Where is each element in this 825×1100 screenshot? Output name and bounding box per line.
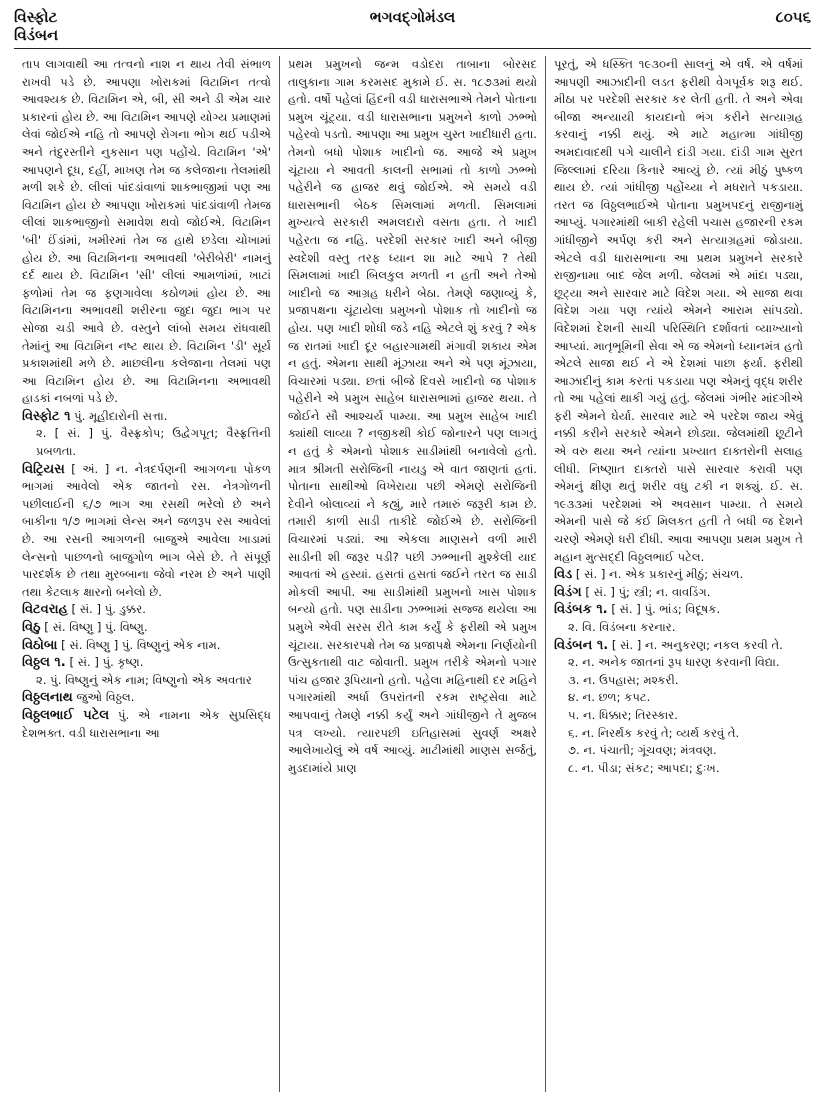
definition: [ સં. ] ન. અનુકરણ; નકલ કરવી તે. [611,637,783,652]
definition: જુઓ વિઠ્ઠલ. [76,690,135,705]
headword: વિડ [554,567,573,583]
header-rule [14,48,811,49]
headword: વિડંબન ૧. [554,637,609,653]
dictionary-columns [14,56,811,1092]
sub-sense: ૩. ન. ઉપહાસ; મશ્કરી. [568,672,679,687]
continued-paragraph: પ્રથમ પ્રમુખનો જન્મ વડોદરા તાબાના બોરસદ તાલુકાના ગામ કરમસદ મુકામે ઈ. સ. ૧૮૭૩માં થયો હતો. વર્ષો પહેલાં હિંદની વડી ધારાસભાએ તેમને પોતાના પ્રમુખ ચૂંટ્યા. વડી ધારાસભાના પ્રમુખને કાળો ઝભ્ભો પહેરવો પડતો. આપણા આ પ્રમુખ ચુસ્ત ખાદીધારી હતા. તેમનો બધો પોશાક ખાદીનો જ. આજે એ પ્રમુખ ચૂંટાયા ને આવતી કાલની સભામાં તો કાળો ઝભ્ભો પહેરીને જ હાજર થવું જોઈએ. એ સમયે વડી ધારાસભાની બેઠક સિમલામાં મળતી. સિમલામાં મુખ્યત્વે સરકારી અમલદારો વસતા હતા. તે ખાદી પહેરતા જ નહિ. પરદેશી સરકાર ખાદી અને બીજી સ્વદેશી વસ્તુ તરફ ધ્યાન શા માટે આપે ? તેથી સિમલામાં ખાદી બિલકુલ મળતી ન હતી અને તેઓ ખાદીનો જ આગ્રહ ધરીને બેઠા. તેમણે જણાવ્યું કે, પ્રજાપક્ષના ચૂંટાયેલા પ્રમુખનો પોશાક તો ખાદીનો જ હોય. પણ ખાદી શોધી જડે નહિ એટલે શું કરવું ? એક જ રાતમાં ખાદી દૂર બહારગામથી મંગાવી શકાય એમ ન હતું. એમના સાથી મૂંઝાયા અને એ પણ મૂંઝાયા, વિચારમાં પડ્યા. છતાં બીજે દિવસે ખાદીનો જ પોશાક પહેરીને એ પ્રમુખ સાહેબ ધારાસભામાં હાજર થયા. તે જોઈને સૌ આશ્ચર્ય પામ્યા. આ પ્રમુખ સાહેબ ખાદી ક્યાંથી લાવ્યા ? નજીકથી કોઈ જોનારને પણ લાગતું ન હતું કે એમનો પોશાક સાડીમાંથી બનાવેલો હતો. માત્ર શ્રીમતી સરોજિની નાયડુ એ વાત જાણતાં હતાં. પોતાના સાથીઓ વિખેરાયા પછી એમણે સરોજિની દેવીને બોલાવ્યાં ને કહ્યું, મારે તમારું જરૂરી કામ છે. તમારી કાળી સાડી તાકીદે જોઈએ છે. સરોજિની વિચારમાં પડ્યાં. આ એકલા માણસને વળી મારી સાડીની શી જરૂર પડી? પછી ઝભ્ભાની મુશ્કેલી યાદ આવતાં એ હસ્યાં. હસતાં હસતાં જઈને તરત જ સાડી મોકલી આપી. આ સાડીમાંથી પ્રમુખનો ખાસ પોશાક બન્યો હતો. પણ સાડીના ઝભ્ભામાં સજ્જ થયેલા આ પ્રમુખે એવી સરસ રીતે કામ કર્યું કે ફરીથી એ પ્રમુખ ચૂંટાયા. સરકારપક્ષે તેમ જ પ્રજાપક્ષે એમના નિર્ણયોની ઉત્સુકતાથી વાટ જોવાતી. પ્રમુખ તરીકે એમનો પગાર પાંચ હજાર રૂપિયાનો હતો. પહેલા મહિનાથી દર મહિને પગારમાંથી અર્ધા ઉપરાંતની રકમ રાષ્ટ્રસેવા માટે આપવાનું તેમણે નક્કી કર્યું અને ગાંધીજીને તે મુજબ પત્ર લખ્યો. ત્યારપછી ઇતિહાસમાં સુવર્ણ અક્ષરે આલેખાયેલું એ વર્ષ આવ્યું. માટીમાંથી માણસ સર્જતું, મુડદામાંયે પ્રાણ [288,57,537,775]
entry [554,637,803,655]
headword: વિઠ્ઠલ ૧. [22,655,66,671]
sub-sense: ૪. ન. છળ; કપટ. [568,690,651,705]
continued-paragraph: પૂરતું, એ ધસ્ક્તિ ૧૯૩૦ની સાલનું એ વર્ષ. એ વર્ષમાં આપણી આઝાદીની લડત ફરીથી વેગપૂર્વક શરૂ થઈ. મીઠા પર પરદેશી સરકાર કર લેતી હતી. તે અને એવા બીજા અન્યાયી કાયદાનો ભંગ કરીને સત્યાગ્રહ કરવાનું નક્કી થયું. એ માટે મહાત્મા ગાંધીજી અમદાવાદથી પગે ચાલીને દાંડી ગયા. દાંડી ગામ સુરત જિલ્લામાં દરિયા કિનારે આવ્યું છે. ત્યાં મીઠું પુષ્કળ થાય છે. ત્યાં ગાંધીજી પહોંચ્યા ને મધરાતે પકડાયા. તરત જ વિઠ્ઠલભાઈએ પોતાના પ્રમુખપદનું રાજીનામું આપ્યું. પગારમાંથી બાકી રહેલી પચાસ હજારની રકમ ગાંધીજીને અર્પણ કરી અને સત્યાગ્રહમાં જોડાયા. એટલે વડી ધારાસભાના આ પ્રથમ પ્રમુખને સરકારે રાજીનામા બાદ જેલ મળી. જેલમાં એ માંદા પડ્યા, છૂટ્યા અને સારવાર માટે વિદેશ ગયા. એ સાજા થવા વિદેશ ગયા પણ ત્યાંયે એમને આરામ સાંપડ્યો. વિદેશમાં દેશની સાચી પરિસ્થિતિ દર્શાવતાં વ્યાખ્યાનો આપ્યાં. માતૃભૂમિની સેવા એ જ એમનો ધ્યાનમંત્ર હતો એટલે સાજા થઈ ને એ દેશમાં પાછા ફર્યા. ફરીથી આઝાદીનું કામ કરતાં પકડાયા પણ એમનું વૃદ્ધ શરીર તો આ પહેલાં થાકી ગયું હતું. જેલમાં ગંભીર માંદગીએ ફરી એમને ઘેર્યા. સારવાર માટે એ પરદેશ જાય એવું નક્કી કરીને સરકારે એમને છોડ્યા. જેલમાંથી છૂટીને એ વરુ થયા અને ત્યાંના પ્રખ્યાત દાક્તરોની સલાહ લીધી. નિષ્ણાત દાક્તરો પાસે સારવાર કરાવી પણ એમનું ક્ષીણ થતું શરીર વધુ ટકી ન શક્યું. ઈ. સ. ૧૯૩૩માં પરદેશમાં એ અવસાન પામ્યા. તે સમયે એમની પાસે જે કંઈ મિલકત હતી તે બધી જ દેશને ચરણે એમણે ધરી દીધી. આવા આપણા પ્રથમ પ્રમુખ તે મહાન મુત્સદ્દી વિઠ્ઠલભાઈ પટેલ. [554,57,803,564]
column-2 [279,56,545,1092]
definition: [ સં. ] પું. ભાંડ; વિદૂષક. [611,602,721,617]
definition: [ સં. ] ન. એક પ્રકારનું મીઠું; સંચળ. [575,567,744,582]
headword: વિઠ્ઠલભાઈ પટેલ [22,707,110,723]
column-3 [545,56,811,1092]
headword: વિસ્ફોટ ૧ [22,408,71,424]
entry [22,619,271,637]
headword: વિડંબક ૧. [554,602,608,618]
headword: વિઠોબા [22,637,58,653]
page-number: ૮૦૫૬ [775,8,811,26]
column-1 [14,56,279,1092]
definition: [ સં. ] પું. કૃષ્ણ. [69,655,144,670]
headword: વિઠુ [22,620,41,635]
sub-sense: ૨. વિ. વિડંબના કરનાર. [568,620,676,634]
sub-sense: ૨. [ સં. ] પું. વૈસ્ફ્રકોપ; ઉદ્વેગપૂત; વૈસ્ફ્રત્તિની પ્રબળતા. [36,426,271,459]
entry [554,584,803,602]
entry [22,601,271,619]
sub-sense: ૨. પું. વિષ્ણુનું એક નામ; વિષ્ણુનો એક અવતાર [36,672,252,687]
entry [22,707,271,742]
definition: [ સં. વિષ્ણુ ] પું. વિષ્ણુ. [44,620,148,634]
definition: [ સં. ] પું. ડુક્કર. [71,602,146,617]
entry [554,601,803,619]
entry [22,461,271,602]
definition: પું. મૂહીદારોની સત્તા. [74,408,168,423]
sub-sense: ૫. ન. ધિક્કાર; તિરસ્કાર. [568,707,678,722]
definition: [ સં. વિષ્ણુ ] પું. વિષ્ણુનું એક નામ. [61,637,221,652]
headword: વિડંગ [554,584,582,600]
last-headword: વિડંબન [14,26,59,44]
continued-paragraph: તાપ લાગવાથી આ તત્વનો નાશ ન થાય તેવી સંભાળ રાખવી પડે છે. આપણા ખોરાકમાં વિટામિન તત્વો આવશ્યક છે. વિટામિન એ, બી, સી અને ડી એમ ચાર પ્રકારનાં હોય છે. આ વિટામિન આપણે યોગ્ય પ્રમાણમાં લેવાં જોઈએ નહિ તો આપણે રોગના ભોગ થઈ પડીએ અને તંદુરસ્તીને નુકસાન પણ પહોંચે. વિટામિન 'એ' આપણને દૂધ, દહીં, માખણ તેમ જ કલેજાના તેલમાંથી મળી શકે છે. લીલાં પાંદડાંવાળાં શાકભાજીમાં પણ આ વિટામિન હોય છે આપણા ખોરાકમાં પાંદડાંવાળી તેમજ લીલાં શાકભાજીનો સમાવેશ થવો જોઈએ. વિટામિન 'બી' ઈંડાંમાં, ખમીરમાં તેમ જ હાથે છડેલા ચોખામાં હોય છે. આ વિટામિનના અભાવથી 'બેરીબેરી' નામનું દર્દ થાય છે. વિટામિન 'સી' લીલાં આમળાંમાં, ખાટાં ફળોમાં તેમ જ ફણગાવેલા કઠોળમાં હોય છે. આ વિટામિનના અભાવથી શરીરના જુદા જુદા ભાગ પર સોજા ચડી આવે છે. વસ્તુને લાંબો સમય રાંધવાથી તેમાંનું આ વિટામિન નષ્ટ થાય છે. વિટામિન 'ડી' સૂર્ય પ્રકાશમાંથી મળે છે. માછલીના કલેજાના તેલમાં પણ આ વિટામિન હોય છે. આ વિટામિનના અભાવથી હાડકાં નબળાં પડે છે. [22,57,271,406]
definition: [ અં. ] ન. નેત્રદર્પણની આગળના પોકળ ભાગમાં આવેલો એક જાતનો રસ. નેત્રગોળની પછીલાઈની ૬/૭ ભાગ આ રસથી ભરેલો છે અને બાકીના ૧/૭ ભાગમાં લેન્સ અને જળરૂપ રસ આવેલાં છે. આ રસની આગળની બાજુએ આવેલા ખાડામાં લેન્સનો પાછળનો બાજુગોળ ભાગ બેસે છે. તે સંપૂર્ણ પારદર્શક છે તથા મુરબ્બાના જેવો નરમ છે અને પાણી તથા કેટલાક ક્ષારનો બનેલો છે. [22,461,271,599]
headword: વિટ્રિયસ [22,461,65,477]
sub-sense: ૨. ન. અનેક જાતનાં રૂપ ધારણ કરવાની વિદ્યા. [568,655,780,670]
sub-sense: ૬. ન. નિરર્થક કરવું તે; વ્યર્થ કરવું તે. [568,725,740,740]
entry [22,408,271,426]
first-headword: વિસ્ફોટ [14,8,58,26]
headword: વિટવરાહ [22,602,68,618]
book-title: ભગવદ્ગોમંડલ [369,8,456,26]
page-header [14,8,811,50]
sub-sense: ૭. ન. પંચાતી; ગૂંચવણ; મંત્રવણ. [568,743,717,758]
headword: વિઠ્ઠલનાથ [22,690,73,706]
definition: પું. એ નામના એક સુપ્રસિદ્ધ દેશભક્ત. વડી ધારાસભાના આ [22,707,271,740]
entry [22,654,271,672]
entry [554,566,803,584]
definition: [ સં. ] પું; સ્ત્રી; ન. વાવડિંગ. [585,584,711,599]
sub-sense: ૮. ન. પીડા; સંકટ; આપદા; દુઃખ. [568,760,720,775]
entry [22,637,271,655]
entry [22,689,271,707]
